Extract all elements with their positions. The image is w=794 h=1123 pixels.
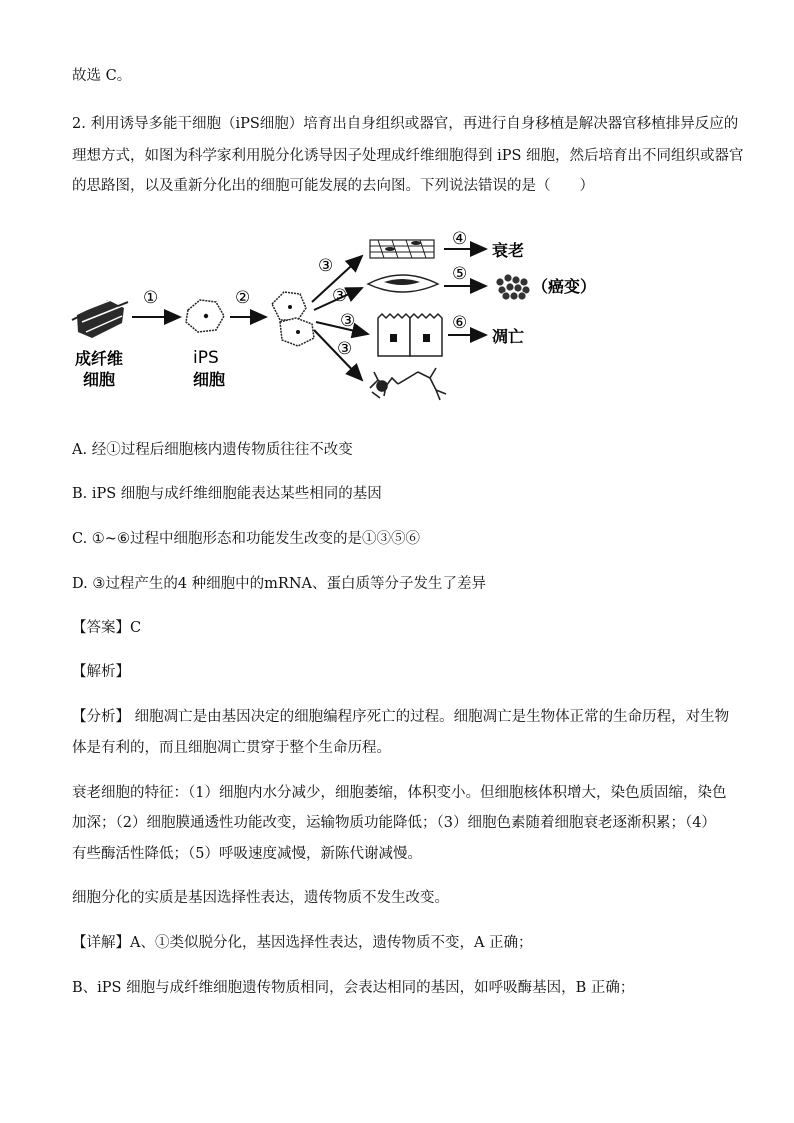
fibroblast-cell-icon xyxy=(72,298,128,338)
ips-nucleus-icon xyxy=(204,314,208,318)
option-c: C. ①~⑥过程中细胞形态和功能发生改变的是①③⑤⑥ xyxy=(72,531,420,547)
ips-label-2: 细胞 xyxy=(193,370,226,389)
question-line-1: 2. 利用诱导多能干细胞（iPS细胞）培育出自身组织或器官，再进行自身移植是解决器官移植排异反应的 xyxy=(72,116,739,132)
aging-label: 衰老 xyxy=(492,241,525,260)
neuron-icon xyxy=(370,368,446,400)
option-a: A. 经①过程后细胞核内遗传物质往往不改变 xyxy=(72,442,353,458)
option-d: D. ③过程产生的4 种细胞中的mRNA、蛋白质等分子发生了差异 xyxy=(72,576,486,592)
question-line-2: 理想方式，如图为科学家利用脱分化诱导因子处理成纤维细胞得到 iPS 细胞，然后培育出不同组织或器官 xyxy=(72,148,744,164)
aging-features-line-3: 有些酶活性降低；（5）呼吸速度减慢，新陈代谢减慢。 xyxy=(72,846,422,862)
option-b: B. iPS 细胞与成纤维细胞能表达某些相同的基因 xyxy=(72,486,382,502)
step-3d-label: ③ xyxy=(337,339,353,359)
cancer-label: （癌变） xyxy=(532,277,597,296)
step-3a-label: ③ xyxy=(318,256,334,276)
step-1-label: ① xyxy=(143,288,159,308)
aging-features-line-1: 衰老细胞的特征：（1）细胞内水分减少，细胞萎缩，体积变小。但细胞核体积增大，染色质固缩，染色 xyxy=(72,785,727,801)
muscle-fiber-icon xyxy=(370,240,434,258)
apoptosis-label: 凋亡 xyxy=(492,327,525,346)
answer-line: 【答案】C xyxy=(72,620,142,636)
step-2-label: ② xyxy=(235,288,251,308)
spindle-cell-icon xyxy=(368,275,438,292)
step-3b-label: ③ xyxy=(332,286,348,306)
question-line-3: 的思路图，以及重新分化出的细胞可能发展的去向图。下列说法错误的是（ ） xyxy=(72,178,594,194)
dividing-cells-icon xyxy=(272,292,314,346)
fibroblast-label-1: 成纤维 xyxy=(75,349,124,368)
epithelial-cells-icon xyxy=(378,314,442,356)
step-5-label: ⑤ xyxy=(452,264,468,284)
step-3c-label: ③ xyxy=(340,311,356,331)
step-6-label: ⑥ xyxy=(452,313,468,333)
line-conclusion: 故选 C。 xyxy=(72,68,132,84)
aging-features-line-2: 加深；（2）细胞膜通透性功能改变，运输物质功能降低；（3）细胞色素随着细胞衰老逐渐积累；（4） xyxy=(72,815,716,831)
detail-line-b: B、iPS 细胞与成纤维细胞遗传物质相同，会表达相同的基因，如呼吸酶基因，B 正确； xyxy=(72,980,635,996)
fibroblast-label-2: 细胞 xyxy=(83,370,116,389)
differentiation-essence-line: 细胞分化的实质是基因选择性表达，遗传物质不发生改变。 xyxy=(72,890,449,906)
analysis-line-2: 体是有利的，而且细胞凋亡贯穿于整个生命历程。 xyxy=(72,740,391,756)
ips-label-1: iPS xyxy=(193,348,219,368)
cell-differentiation-diagram xyxy=(0,222,794,432)
analysis-line-1: 【分析】 细胞凋亡是由基因决定的细胞编程序死亡的过程。细胞凋亡是生物体正常的生命历程，对生物 xyxy=(72,709,730,725)
step-4-label: ④ xyxy=(452,229,468,249)
analysis-heading: 【解析】 xyxy=(72,664,130,680)
detail-line-a: 【详解】A、①类似脱分化，基因选择性表达，遗传物质不变，A 正确； xyxy=(72,935,533,951)
cancer-cell-cluster-icon xyxy=(496,274,530,300)
